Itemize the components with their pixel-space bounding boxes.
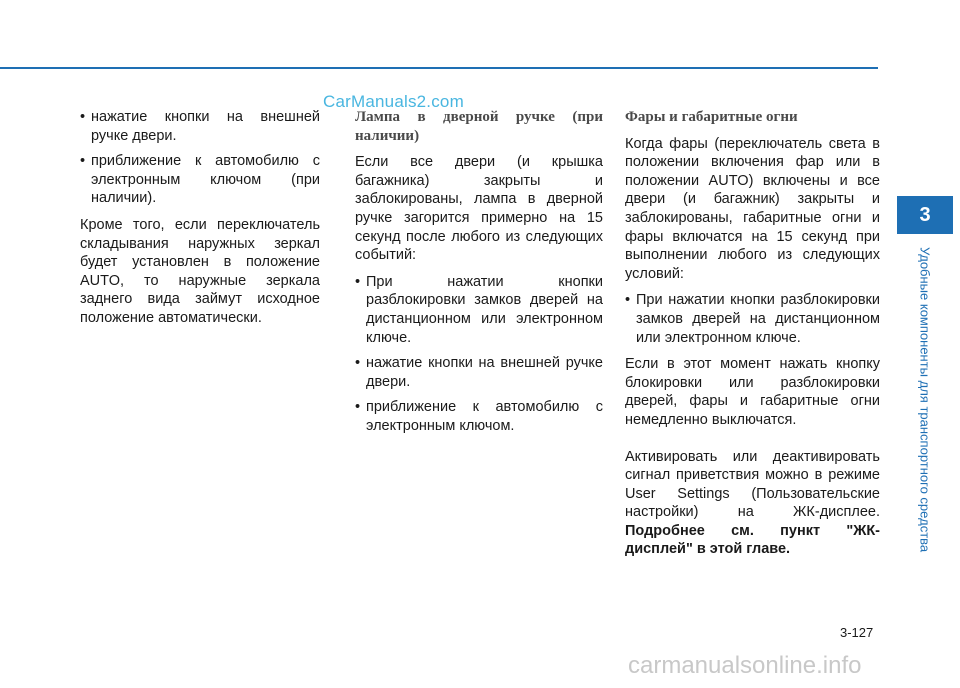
cross-reference: Подробнее см. пункт "ЖК-дисплей" в этой главе. [625, 522, 880, 558]
paragraph-settings [625, 448, 880, 560]
bullet-list [355, 273, 603, 436]
list-item: • приближение к автомобилю с электронным ключом. [355, 398, 603, 435]
watermark-bottom[interactable]: carmanualsonline.info [628, 652, 862, 679]
list-item: • При нажатии кнопки разблокировки замков дверей на дистанционном или электронном ключе. [625, 291, 880, 347]
paragraph: Кроме того, если переключатель складывания наружных зеркал будет установлен в положение AUTO, то наружные зеркала заднего вида займут исходное положение автоматически. [80, 216, 320, 326]
section-heading-door-handle-lamp: Лампа в дверной ручке (при наличии) [355, 109, 603, 144]
bullet-list [625, 291, 880, 347]
top-rule [0, 67, 878, 69]
list-item: • нажатие кнопки на внешней ручке двери. [80, 108, 320, 145]
paragraph-text: Активировать или деактивировать сигнал приветствия можно в режиме User Settings (Пользовательские настройки) на ЖК-дисплее. [625, 448, 880, 521]
bullet-list [80, 108, 320, 208]
page-number: 3-127 [840, 625, 874, 640]
paragraph: Если в этот момент нажать кнопку блокировки или разблокировки дверей, фары и габаритные огни немедленно выключатся. [625, 356, 880, 428]
chapter-side-title-text: Удобные компоненты для транспортного средства [917, 247, 933, 553]
chapter-tab: 3 [897, 196, 953, 234]
paragraph: Когда фары (переключатель света в положении включения фар или в положении AUTO) включены и все двери (и багажник) закрыты и заблокированы, габаритные огни и фары включатся на 15 секунд при выполнении любого из следующих условий: [625, 135, 880, 282]
column-3 [625, 108, 880, 567]
column-2 [355, 108, 603, 444]
list-item: • При нажатии кнопки разблокировки замков дверей на дистанционном или электронном ключе. [355, 273, 603, 347]
chapter-side-title [898, 235, 952, 565]
spacer [625, 438, 880, 448]
column-1 [80, 108, 320, 336]
section-heading-headlights: Фары и габаритные огни [625, 109, 798, 125]
paragraph: Если все двери (и крышка багажника) закрыты и заблокированы, лампа в дверной ручке загорится примерно на 15 секунд после любого из следующих событий: [355, 154, 603, 264]
watermark-top[interactable]: CarManuals2.com [323, 92, 464, 111]
list-item: • приближение к автомобилю с электронным ключом (при наличии). [80, 152, 320, 208]
list-item: • нажатие кнопки на внешней ручке двери. [355, 354, 603, 391]
